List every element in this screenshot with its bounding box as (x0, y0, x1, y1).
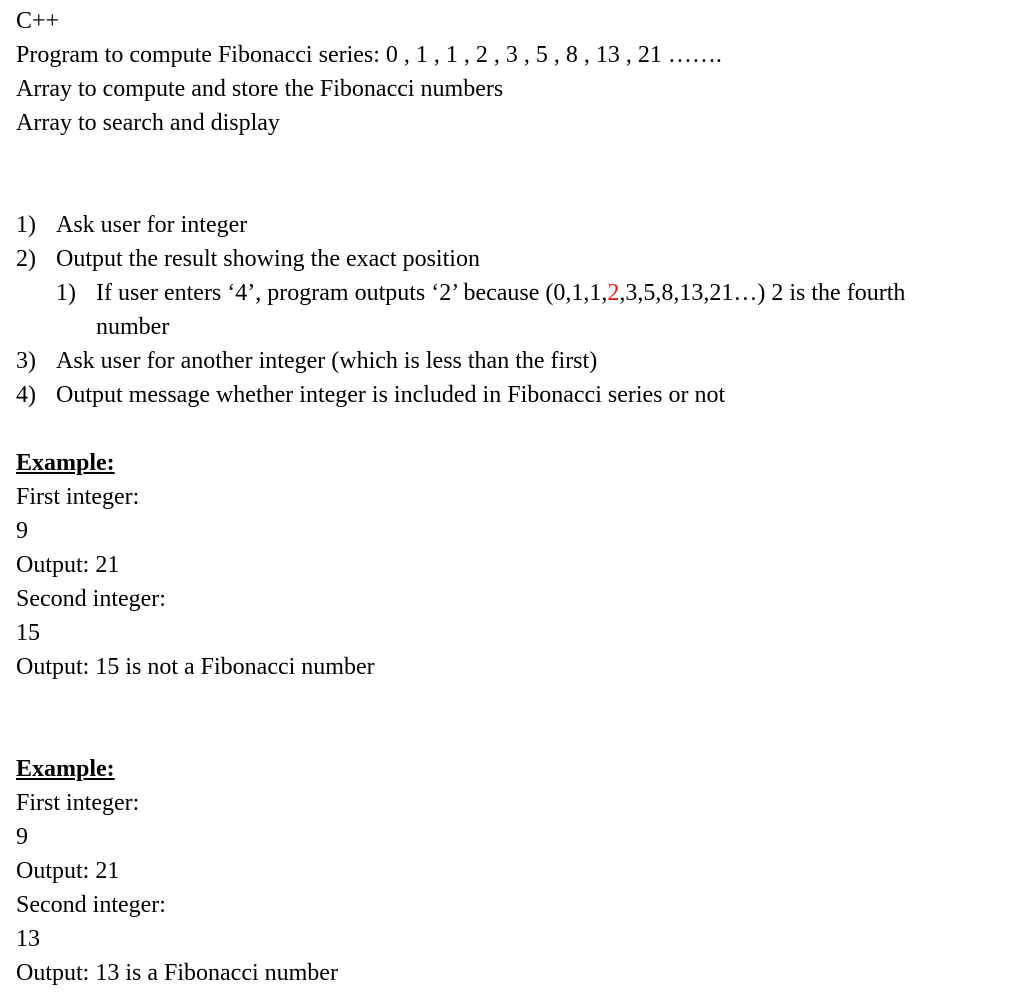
highlighted-value: 2 (607, 280, 620, 306)
example-1-line: 9 (16, 518, 28, 544)
example-2-line: 13 (16, 926, 40, 952)
substep-continuation: number (96, 314, 170, 340)
example-2-line: 9 (16, 824, 28, 850)
example-1-line: Output: 15 is not a Fibonacci number (16, 654, 375, 680)
array-search-line: Array to search and display (16, 110, 280, 136)
step-4-number: 4) (16, 382, 36, 408)
substep-text: If user enters ‘4’, program outputs ‘2’ because (0,1,1,2,3,5,8,13,21…) 2 is the fourth (96, 280, 906, 306)
example-1-line: Second integer: (16, 586, 166, 612)
step-1-number: 1) (16, 212, 36, 238)
example-1-line: First integer: (16, 484, 140, 510)
substep-number: 1) (56, 280, 76, 306)
step-2-number: 2) (16, 246, 36, 272)
example-1-line: Output: 21 (16, 552, 120, 578)
step-3-text: Ask user for another integer (which is less than the first) (56, 348, 598, 374)
language-label: C++ (16, 8, 60, 34)
step-2-text: Output the result showing the exact position (56, 246, 480, 272)
example-2-line: Output: 21 (16, 858, 120, 884)
example-1-line: 15 (16, 620, 40, 646)
step-4-text: Output message whether integer is included in Fibonacci series or not (56, 382, 726, 408)
program-description: Program to compute Fibonacci series: 0 , 1 , 1 , 2 , 3 , 5 , 8 , 13 , 21 ……. (16, 42, 722, 68)
example-2-line: First integer: (16, 790, 140, 816)
example-2-heading: Example: (16, 756, 115, 782)
example-2-line: Output: 13 is a Fibonacci number (16, 960, 338, 986)
array-compute-line: Array to compute and store the Fibonacci numbers (16, 76, 504, 102)
step-1-text: Ask user for integer (56, 212, 248, 238)
example-2-line: Second integer: (16, 892, 166, 918)
example-1-heading: Example: (16, 450, 115, 476)
step-3-number: 3) (16, 348, 36, 374)
